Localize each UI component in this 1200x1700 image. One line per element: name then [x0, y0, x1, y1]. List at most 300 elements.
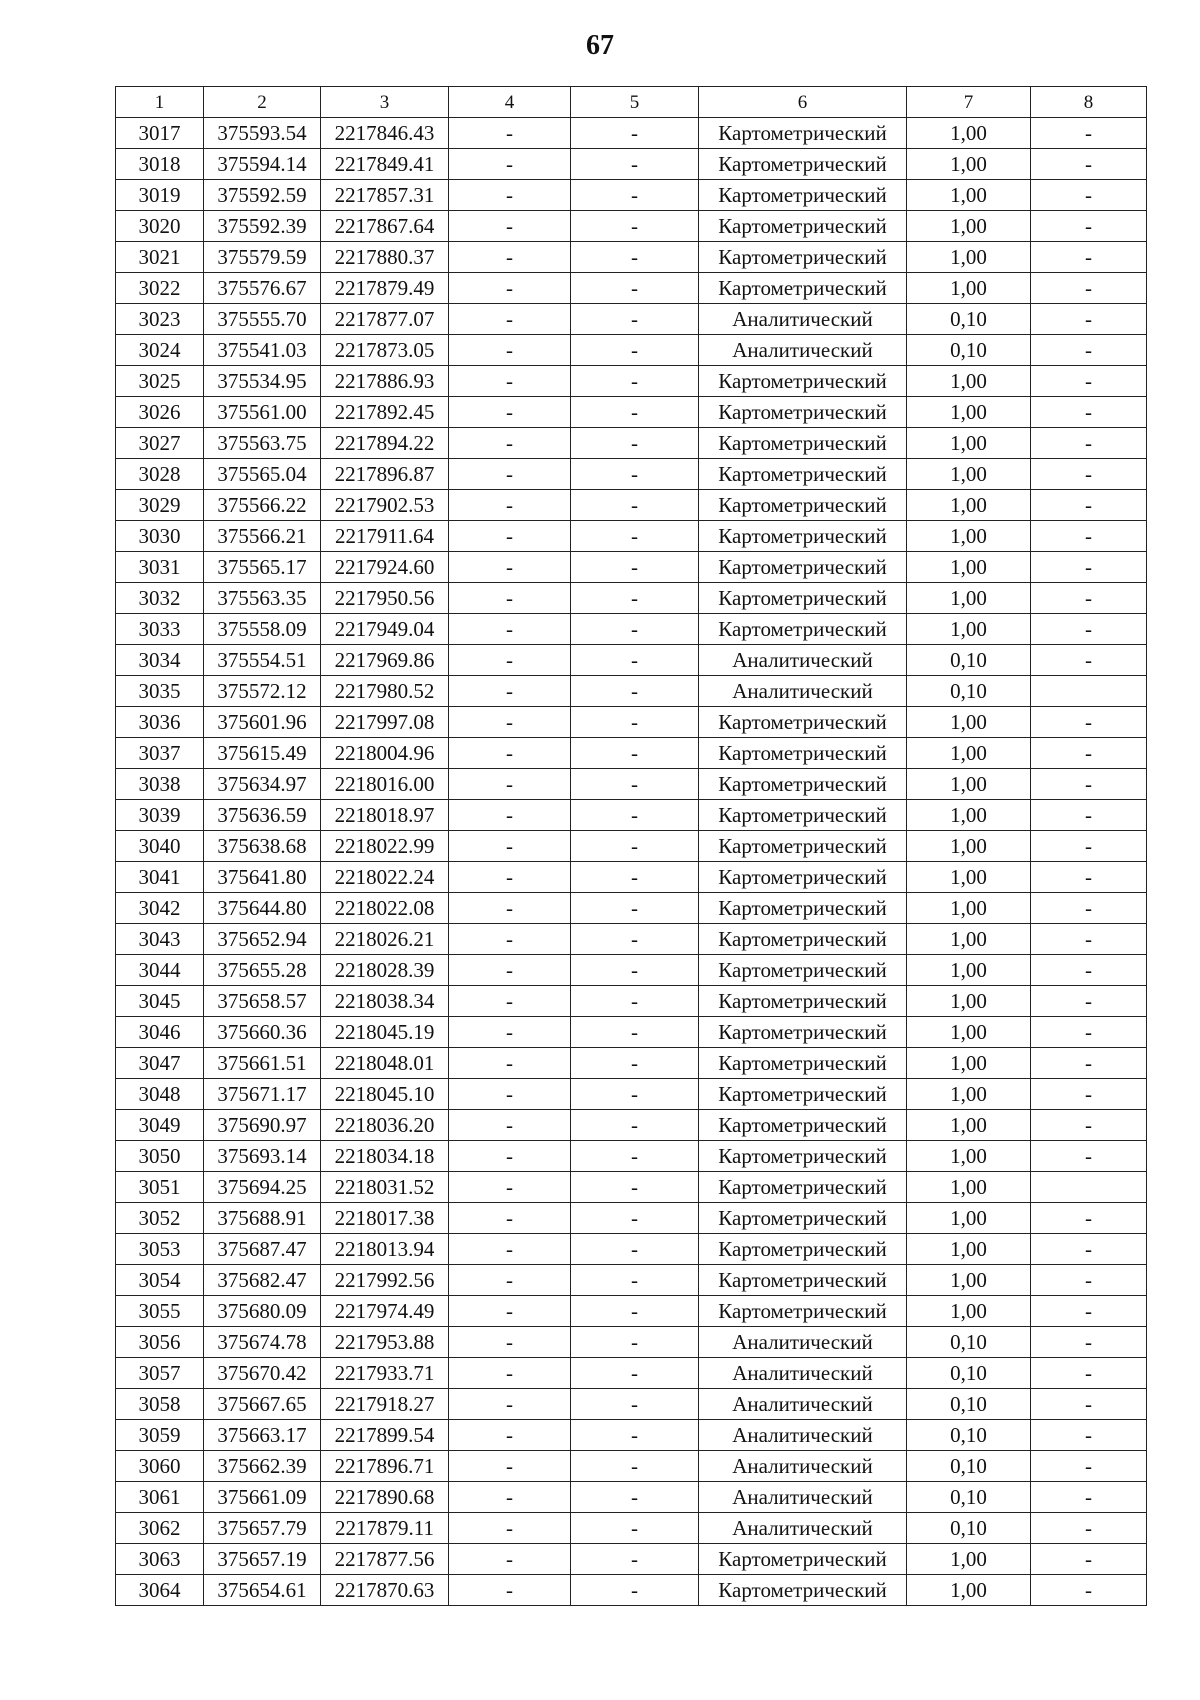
y-coordinate-cell: 2218018.97 [321, 800, 449, 831]
y-coordinate-cell: 2217857.31 [321, 180, 449, 211]
col-5-cell: - [571, 1451, 699, 1482]
col-5-cell: - [571, 1203, 699, 1234]
y-coordinate-cell: 2218022.99 [321, 831, 449, 862]
col-5-cell: - [571, 1296, 699, 1327]
col-5-cell: - [571, 1389, 699, 1420]
col-4-cell: - [449, 552, 571, 583]
table-row [116, 1141, 1147, 1172]
y-coordinate-cell: 2218026.21 [321, 924, 449, 955]
col-8-cell: - [1031, 273, 1147, 304]
table-row [116, 986, 1147, 1017]
point-number-cell: 3027 [116, 428, 204, 459]
point-number-cell: 3032 [116, 583, 204, 614]
col-4-cell: - [449, 1141, 571, 1172]
col-4-cell: - [449, 1172, 571, 1203]
point-number-cell: 3058 [116, 1389, 204, 1420]
y-coordinate-cell: 2217974.49 [321, 1296, 449, 1327]
col-8-cell: - [1031, 1296, 1147, 1327]
y-coordinate-cell: 2217899.54 [321, 1420, 449, 1451]
col-4-cell: - [449, 831, 571, 862]
col-4-cell: - [449, 1513, 571, 1544]
y-coordinate-cell: 2217896.87 [321, 459, 449, 490]
precision-cell: 1,00 [907, 1079, 1031, 1110]
col-5-cell: - [571, 304, 699, 335]
col-4-cell: - [449, 1265, 571, 1296]
x-coordinate-cell: 375662.39 [204, 1451, 321, 1482]
x-coordinate-cell: 375554.51 [204, 645, 321, 676]
precision-cell: 1,00 [907, 552, 1031, 583]
method-cell: Картометрический [699, 1172, 907, 1203]
y-coordinate-cell: 2218031.52 [321, 1172, 449, 1203]
x-coordinate-cell: 375694.25 [204, 1172, 321, 1203]
method-cell: Картометрический [699, 521, 907, 552]
col-8-cell: - [1031, 1575, 1147, 1606]
col-5-cell: - [571, 583, 699, 614]
table-row [116, 893, 1147, 924]
table-header-row [116, 87, 1147, 118]
col-5-cell: - [571, 149, 699, 180]
table-row [116, 459, 1147, 490]
point-number-cell: 3052 [116, 1203, 204, 1234]
y-coordinate-cell: 2217997.08 [321, 707, 449, 738]
x-coordinate-cell: 375657.19 [204, 1544, 321, 1575]
col-8-cell: - [1031, 1389, 1147, 1420]
col-4-cell: - [449, 118, 571, 149]
col-5-cell: - [571, 1017, 699, 1048]
table-row [116, 1389, 1147, 1420]
col-8-cell: - [1031, 1451, 1147, 1482]
col-4-cell: - [449, 1234, 571, 1265]
col-8-cell: - [1031, 366, 1147, 397]
point-number-cell: 3061 [116, 1482, 204, 1513]
table-row [116, 800, 1147, 831]
table-row [116, 1110, 1147, 1141]
point-number-cell: 3055 [116, 1296, 204, 1327]
x-coordinate-cell: 375663.17 [204, 1420, 321, 1451]
col-8-cell: - [1031, 304, 1147, 335]
y-coordinate-cell: 2217877.56 [321, 1544, 449, 1575]
precision-cell: 0,10 [907, 1451, 1031, 1482]
col-4-cell: - [449, 1079, 571, 1110]
col-8-cell: - [1031, 1079, 1147, 1110]
x-coordinate-cell: 375667.65 [204, 1389, 321, 1420]
precision-cell: 1,00 [907, 893, 1031, 924]
y-coordinate-cell: 2217918.27 [321, 1389, 449, 1420]
method-cell: Картометрический [699, 366, 907, 397]
col-5-cell: - [571, 1265, 699, 1296]
method-cell: Картометрический [699, 1110, 907, 1141]
x-coordinate-cell: 375688.91 [204, 1203, 321, 1234]
point-number-cell: 3040 [116, 831, 204, 862]
table-row [116, 1172, 1147, 1203]
x-coordinate-cell: 375601.96 [204, 707, 321, 738]
col-4-cell: - [449, 1048, 571, 1079]
col-4-cell: - [449, 273, 571, 304]
col-8-cell: - [1031, 1358, 1147, 1389]
y-coordinate-cell: 2217849.41 [321, 149, 449, 180]
x-coordinate-cell: 375654.61 [204, 1575, 321, 1606]
col-8-cell: - [1031, 769, 1147, 800]
method-cell: Картометрический [699, 428, 907, 459]
method-cell: Картометрический [699, 583, 907, 614]
y-coordinate-cell: 2217902.53 [321, 490, 449, 521]
col-5-cell: - [571, 397, 699, 428]
table-row [116, 1017, 1147, 1048]
col-8-cell: - [1031, 707, 1147, 738]
col-8-cell: - [1031, 211, 1147, 242]
point-number-cell: 3035 [116, 676, 204, 707]
col-5-cell: - [571, 366, 699, 397]
x-coordinate-cell: 375563.35 [204, 583, 321, 614]
y-coordinate-cell: 2218013.94 [321, 1234, 449, 1265]
method-cell: Аналитический [699, 645, 907, 676]
precision-cell: 1,00 [907, 180, 1031, 211]
method-cell: Аналитический [699, 1389, 907, 1420]
table-row [116, 1420, 1147, 1451]
x-coordinate-cell: 375641.80 [204, 862, 321, 893]
col-5-cell: - [571, 1482, 699, 1513]
col-5-cell: - [571, 1327, 699, 1358]
point-number-cell: 3036 [116, 707, 204, 738]
y-coordinate-cell: 2218045.10 [321, 1079, 449, 1110]
col-5-cell: - [571, 1141, 699, 1172]
col-8-cell [1031, 1172, 1147, 1203]
col-4-cell: - [449, 1544, 571, 1575]
col-4-cell: - [449, 459, 571, 490]
precision-cell: 0,10 [907, 304, 1031, 335]
point-number-cell: 3046 [116, 1017, 204, 1048]
x-coordinate-cell: 375660.36 [204, 1017, 321, 1048]
precision-cell: 1,00 [907, 1017, 1031, 1048]
precision-cell: 1,00 [907, 428, 1031, 459]
method-cell: Картометрический [699, 1048, 907, 1079]
precision-cell: 0,10 [907, 1327, 1031, 1358]
method-cell: Аналитический [699, 335, 907, 366]
method-cell: Картометрический [699, 1544, 907, 1575]
col-4-cell: - [449, 1389, 571, 1420]
point-number-cell: 3026 [116, 397, 204, 428]
col-8-cell: - [1031, 335, 1147, 366]
method-cell: Картометрический [699, 1234, 907, 1265]
col-5-cell: - [571, 1048, 699, 1079]
method-cell: Картометрический [699, 149, 907, 180]
point-number-cell: 3064 [116, 1575, 204, 1606]
header-cell-1: 1 [116, 87, 204, 118]
x-coordinate-cell: 375561.00 [204, 397, 321, 428]
x-coordinate-cell: 375682.47 [204, 1265, 321, 1296]
table-row [116, 1327, 1147, 1358]
x-coordinate-cell: 375594.14 [204, 149, 321, 180]
method-cell: Картометрический [699, 831, 907, 862]
col-8-cell: - [1031, 1234, 1147, 1265]
point-number-cell: 3060 [116, 1451, 204, 1482]
precision-cell: 1,00 [907, 1172, 1031, 1203]
col-8-cell: - [1031, 397, 1147, 428]
point-number-cell: 3025 [116, 366, 204, 397]
header-cell-6: 6 [699, 87, 907, 118]
table-row [116, 831, 1147, 862]
col-8-cell: - [1031, 800, 1147, 831]
col-4-cell: - [449, 893, 571, 924]
precision-cell: 1,00 [907, 769, 1031, 800]
col-5-cell: - [571, 180, 699, 211]
y-coordinate-cell: 2218022.24 [321, 862, 449, 893]
table-row [116, 1265, 1147, 1296]
col-5-cell: - [571, 924, 699, 955]
precision-cell: 1,00 [907, 1575, 1031, 1606]
precision-cell: 1,00 [907, 1141, 1031, 1172]
table-row [116, 707, 1147, 738]
x-coordinate-cell: 375661.51 [204, 1048, 321, 1079]
x-coordinate-cell: 375541.03 [204, 335, 321, 366]
col-8-cell [1031, 676, 1147, 707]
col-5-cell: - [571, 1358, 699, 1389]
precision-cell: 1,00 [907, 986, 1031, 1017]
x-coordinate-cell: 375658.57 [204, 986, 321, 1017]
x-coordinate-cell: 375680.09 [204, 1296, 321, 1327]
col-8-cell: - [1031, 521, 1147, 552]
method-cell: Картометрический [699, 769, 907, 800]
x-coordinate-cell: 375565.04 [204, 459, 321, 490]
method-cell: Картометрический [699, 1079, 907, 1110]
y-coordinate-cell: 2218004.96 [321, 738, 449, 769]
point-number-cell: 3049 [116, 1110, 204, 1141]
col-4-cell: - [449, 676, 571, 707]
point-number-cell: 3031 [116, 552, 204, 583]
col-5-cell: - [571, 738, 699, 769]
table-row [116, 149, 1147, 180]
point-number-cell: 3017 [116, 118, 204, 149]
col-5-cell: - [571, 800, 699, 831]
col-5-cell: - [571, 1513, 699, 1544]
precision-cell: 1,00 [907, 397, 1031, 428]
table-row [116, 1358, 1147, 1389]
method-cell: Картометрический [699, 1141, 907, 1172]
method-cell: Картометрический [699, 738, 907, 769]
col-8-cell: - [1031, 738, 1147, 769]
precision-cell: 0,10 [907, 1482, 1031, 1513]
point-number-cell: 3059 [116, 1420, 204, 1451]
precision-cell: 1,00 [907, 924, 1031, 955]
col-5-cell: - [571, 459, 699, 490]
col-4-cell: - [449, 521, 571, 552]
x-coordinate-cell: 375572.12 [204, 676, 321, 707]
method-cell: Картометрический [699, 459, 907, 490]
y-coordinate-cell: 2217873.05 [321, 335, 449, 366]
col-5-cell: - [571, 118, 699, 149]
col-4-cell: - [449, 428, 571, 459]
page-number: 67 [586, 30, 614, 61]
table-row [116, 1544, 1147, 1575]
col-4-cell: - [449, 862, 571, 893]
col-8-cell: - [1031, 1110, 1147, 1141]
col-8-cell: - [1031, 149, 1147, 180]
y-coordinate-cell: 2218036.20 [321, 1110, 449, 1141]
table-row [116, 1296, 1147, 1327]
x-coordinate-cell: 375644.80 [204, 893, 321, 924]
table-row [116, 1513, 1147, 1544]
col-5-cell: - [571, 1234, 699, 1265]
col-5-cell: - [571, 1079, 699, 1110]
y-coordinate-cell: 2218034.18 [321, 1141, 449, 1172]
point-number-cell: 3024 [116, 335, 204, 366]
col-4-cell: - [449, 335, 571, 366]
col-8-cell: - [1031, 180, 1147, 211]
x-coordinate-cell: 375693.14 [204, 1141, 321, 1172]
method-cell: Аналитический [699, 1327, 907, 1358]
col-8-cell: - [1031, 1544, 1147, 1575]
header-cell-5: 5 [571, 87, 699, 118]
method-cell: Картометрический [699, 118, 907, 149]
table-row [116, 583, 1147, 614]
point-number-cell: 3053 [116, 1234, 204, 1265]
y-coordinate-cell: 2217870.63 [321, 1575, 449, 1606]
col-5-cell: - [571, 1544, 699, 1575]
table-row [116, 490, 1147, 521]
point-number-cell: 3056 [116, 1327, 204, 1358]
point-number-cell: 3062 [116, 1513, 204, 1544]
table-row [116, 1575, 1147, 1606]
y-coordinate-cell: 2217879.11 [321, 1513, 449, 1544]
point-number-cell: 3042 [116, 893, 204, 924]
x-coordinate-cell: 375558.09 [204, 614, 321, 645]
precision-cell: 1,00 [907, 955, 1031, 986]
method-cell: Картометрический [699, 1203, 907, 1234]
method-cell: Картометрический [699, 273, 907, 304]
method-cell: Картометрический [699, 552, 907, 583]
method-cell: Картометрический [699, 180, 907, 211]
x-coordinate-cell: 375566.21 [204, 521, 321, 552]
col-4-cell: - [449, 614, 571, 645]
y-coordinate-cell: 2218045.19 [321, 1017, 449, 1048]
col-4-cell: - [449, 1017, 571, 1048]
col-8-cell: - [1031, 1265, 1147, 1296]
x-coordinate-cell: 375565.17 [204, 552, 321, 583]
method-cell: Аналитический [699, 1482, 907, 1513]
table-row [116, 211, 1147, 242]
point-number-cell: 3041 [116, 862, 204, 893]
y-coordinate-cell: 2218038.34 [321, 986, 449, 1017]
point-number-cell: 3033 [116, 614, 204, 645]
method-cell: Аналитический [699, 676, 907, 707]
y-coordinate-cell: 2217890.68 [321, 1482, 449, 1513]
method-cell: Картометрический [699, 211, 907, 242]
precision-cell: 1,00 [907, 831, 1031, 862]
point-number-cell: 3037 [116, 738, 204, 769]
method-cell: Картометрический [699, 862, 907, 893]
method-cell: Картометрический [699, 1575, 907, 1606]
y-coordinate-cell: 2217992.56 [321, 1265, 449, 1296]
precision-cell: 1,00 [907, 490, 1031, 521]
col-5-cell: - [571, 831, 699, 862]
y-coordinate-cell: 2217950.56 [321, 583, 449, 614]
table-row [116, 1203, 1147, 1234]
col-5-cell: - [571, 428, 699, 459]
table-row [116, 335, 1147, 366]
precision-cell: 0,10 [907, 1389, 1031, 1420]
precision-cell: 0,10 [907, 645, 1031, 676]
y-coordinate-cell: 2217892.45 [321, 397, 449, 428]
col-8-cell: - [1031, 490, 1147, 521]
col-8-cell: - [1031, 242, 1147, 273]
method-cell: Картометрический [699, 1296, 907, 1327]
col-8-cell: - [1031, 118, 1147, 149]
col-8-cell: - [1031, 614, 1147, 645]
col-8-cell: - [1031, 831, 1147, 862]
col-4-cell: - [449, 738, 571, 769]
col-5-cell: - [571, 986, 699, 1017]
x-coordinate-cell: 375674.78 [204, 1327, 321, 1358]
col-8-cell: - [1031, 1203, 1147, 1234]
point-number-cell: 3021 [116, 242, 204, 273]
precision-cell: 1,00 [907, 273, 1031, 304]
x-coordinate-cell: 375670.42 [204, 1358, 321, 1389]
point-number-cell: 3051 [116, 1172, 204, 1203]
precision-cell: 1,00 [907, 149, 1031, 180]
x-coordinate-cell: 375687.47 [204, 1234, 321, 1265]
col-5-cell: - [571, 273, 699, 304]
method-cell: Аналитический [699, 1420, 907, 1451]
y-coordinate-cell: 2217949.04 [321, 614, 449, 645]
header-cell-2: 2 [204, 87, 321, 118]
col-5-cell: - [571, 1110, 699, 1141]
col-5-cell: - [571, 955, 699, 986]
header-cell-4: 4 [449, 87, 571, 118]
table-row [116, 366, 1147, 397]
col-8-cell: - [1031, 1513, 1147, 1544]
col-4-cell: - [449, 242, 571, 273]
col-4-cell: - [449, 800, 571, 831]
table-body [116, 87, 1147, 1606]
method-cell: Аналитический [699, 1358, 907, 1389]
col-4-cell: - [449, 924, 571, 955]
col-8-cell: - [1031, 1482, 1147, 1513]
table-row [116, 428, 1147, 459]
method-cell: Картометрический [699, 397, 907, 428]
point-number-cell: 3044 [116, 955, 204, 986]
method-cell: Картометрический [699, 955, 907, 986]
col-4-cell: - [449, 397, 571, 428]
point-number-cell: 3018 [116, 149, 204, 180]
x-coordinate-cell: 375657.79 [204, 1513, 321, 1544]
precision-cell: 1,00 [907, 583, 1031, 614]
col-5-cell: - [571, 676, 699, 707]
col-4-cell: - [449, 955, 571, 986]
col-4-cell: - [449, 583, 571, 614]
method-cell: Картометрический [699, 1265, 907, 1296]
precision-cell: 1,00 [907, 707, 1031, 738]
x-coordinate-cell: 375592.39 [204, 211, 321, 242]
col-4-cell: - [449, 707, 571, 738]
y-coordinate-cell: 2217924.60 [321, 552, 449, 583]
col-8-cell: - [1031, 1017, 1147, 1048]
col-4-cell: - [449, 149, 571, 180]
table-row [116, 738, 1147, 769]
col-5-cell: - [571, 211, 699, 242]
point-number-cell: 3048 [116, 1079, 204, 1110]
table-row [116, 645, 1147, 676]
precision-cell: 0,10 [907, 1513, 1031, 1544]
header-cell-8: 8 [1031, 87, 1147, 118]
col-8-cell: - [1031, 924, 1147, 955]
col-4-cell: - [449, 1110, 571, 1141]
header-cell-7: 7 [907, 87, 1031, 118]
precision-cell: 1,00 [907, 211, 1031, 242]
method-cell: Картометрический [699, 924, 907, 955]
table-row [116, 769, 1147, 800]
col-5-cell: - [571, 490, 699, 521]
col-5-cell: - [571, 335, 699, 366]
